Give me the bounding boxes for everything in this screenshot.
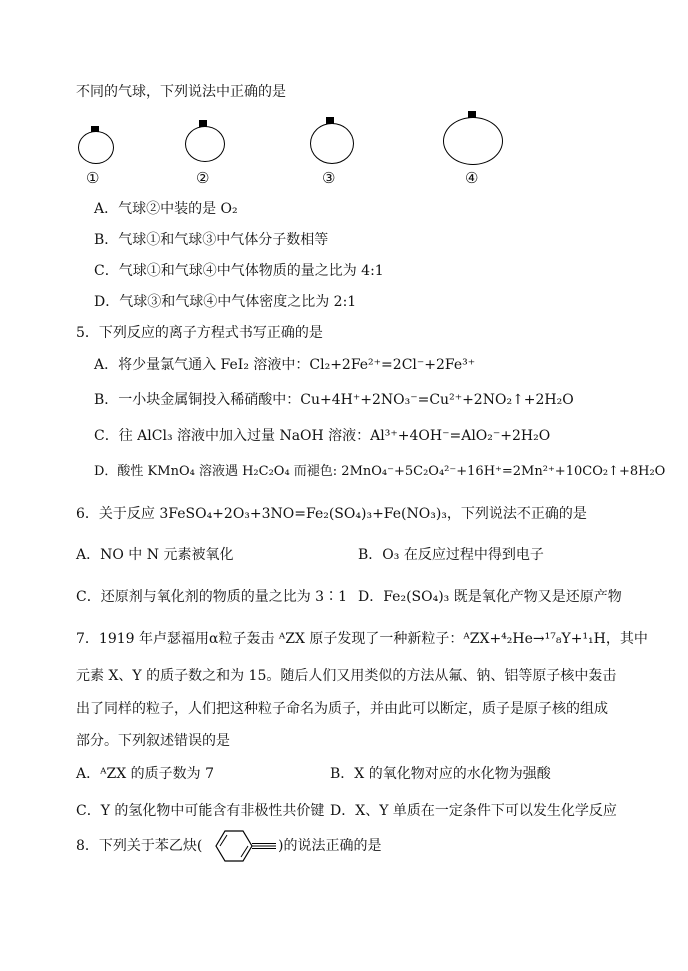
q4-option-d: D．气球③和气球④中气体密度之比为 2:1 — [94, 294, 357, 310]
q6-option-c: C．还原剂与氧化剂的物质的量之比为 3∶1 — [76, 589, 347, 605]
q5-option-a: A．将少量氯气通入 FeI₂ 溶液中：Cl₂+2Fe²⁺=2Cl⁻+2Fe³⁺ — [94, 357, 476, 373]
q7-line-4: 部分。下列叙述错误的是 — [76, 733, 230, 749]
q6-option-b: B．O₃ 在反应过程中得到电子 — [358, 547, 544, 563]
phenylacetylene-structure — [206, 827, 278, 865]
balloon-2 — [185, 126, 225, 162]
balloon-3-label: ③ — [322, 169, 336, 187]
balloon-1 — [78, 131, 114, 164]
q7-line-2: 元素 X、Y 的质子数之和为 15。随后人们又用类似的方法从氟、钠、铝等原子核中轰击 — [76, 668, 617, 684]
q8-stem-prefix: 8．下列关于苯乙炔( — [76, 838, 203, 854]
q4-option-b: B．气球①和气球③中气体分子数相等 — [94, 232, 329, 248]
q6-option-d: D．Fe₂(SO₄)₃ 既是氧化产物又是还原产物 — [358, 589, 622, 605]
q4-option-a: A．气球②中装的是 O₂ — [94, 201, 238, 217]
balloon-4 — [443, 117, 503, 165]
question-intro: 不同的气球，下列说法中正确的是 — [76, 84, 286, 100]
q7-line-1: 7．1919 年卢瑟福用α粒子轰击 ᴬZX 原子发现了一种新粒子：ᴬZX+⁴₂He→¹⁷₈Y+¹₁H，其中 — [76, 631, 648, 647]
q7-option-b: B．X 的氧化物对应的水化物为强酸 — [330, 766, 551, 782]
q8-stem-suffix: )的说法正确的是 — [278, 838, 382, 854]
q7-line-3: 出了同样的粒子，人们把这种粒子命名为质子，并由此可以断定，质子是原子核的组成 — [76, 701, 608, 717]
q6-option-a: A．NO 中 N 元素被氧化 — [76, 547, 234, 563]
q5-option-b: B．一小块金属铜投入稀硝酸中：Cu+4H⁺+2NO₃⁻=Cu²⁺+2NO₂↑+2H₂O — [94, 392, 574, 408]
q7-option-c: C．Y 的氢化物中可能含有非极性共价键 — [76, 803, 325, 819]
q6-stem: 6．关于反应 3FeSO₄+2O₃+3NO=Fe₂(SO₄)₃+Fe(NO₃)₃，下列说法不正确的是 — [76, 506, 587, 522]
balloon-1-label: ① — [86, 169, 100, 187]
q5-option-d: D．酸性 KMnO₄ 溶液遇 H₂C₂O₄ 而褪色: 2MnO₄⁻+5C₂O₄²⁻+16H⁺=2Mn²⁺+10CO₂↑+8H₂O — [94, 464, 666, 479]
balloon-2-label: ② — [196, 169, 210, 187]
q7-option-a: A．ᴬZX 的质子数为 7 — [76, 766, 214, 782]
q4-option-c: C．气球①和气球④中气体物质的量之比为 4:1 — [94, 263, 384, 279]
q5-option-c: C．往 AlCl₃ 溶液中加入过量 NaOH 溶液：Al³⁺+4OH⁻=AlO₂⁻+2H₂O — [94, 428, 551, 444]
balloon-3 — [310, 123, 354, 164]
balloon-4-label: ④ — [465, 169, 479, 187]
q7-option-d: D．X、Y 单质在一定条件下可以发生化学反应 — [330, 803, 617, 819]
q5-stem: 5．下列反应的离子方程式书写正确的是 — [76, 325, 323, 341]
